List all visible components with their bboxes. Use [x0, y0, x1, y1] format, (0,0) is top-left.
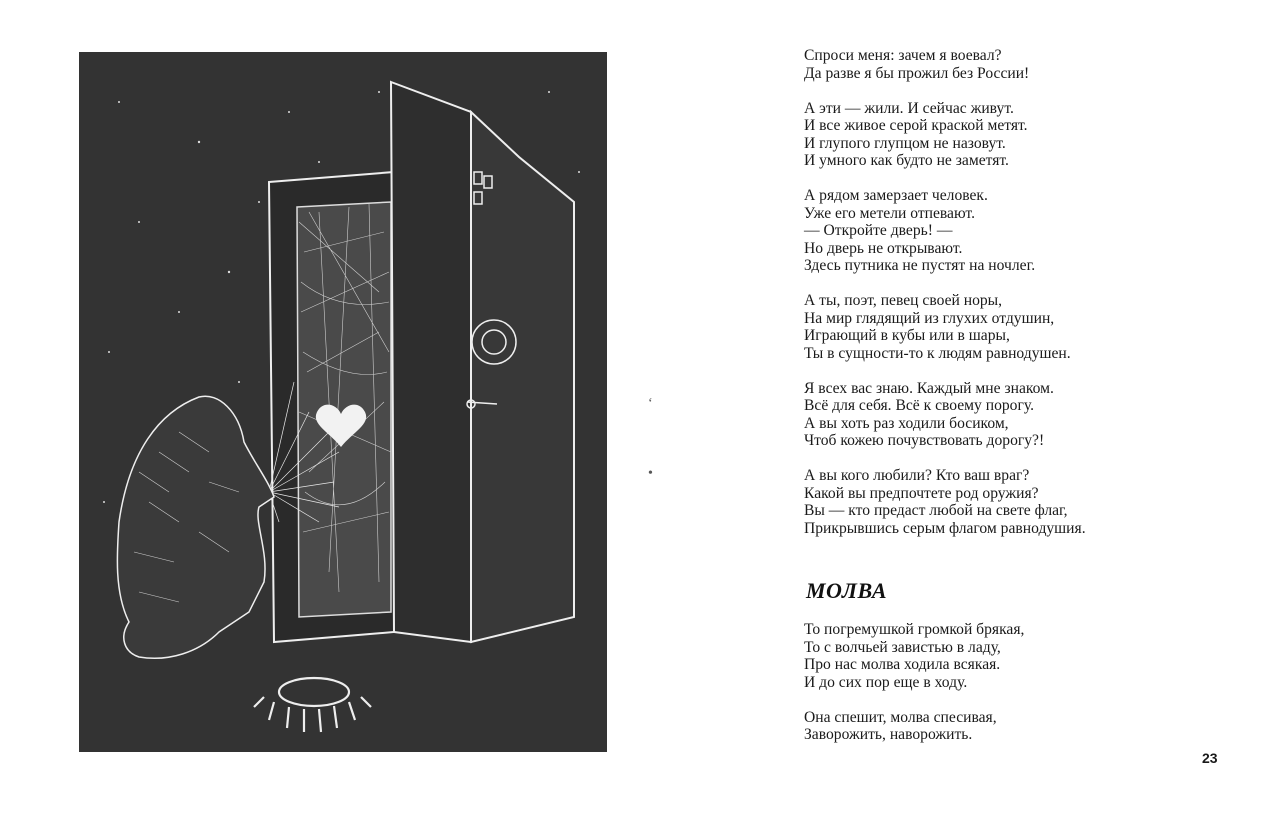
- safe-illustration: [79, 52, 607, 752]
- stanza: [804, 292, 1224, 362]
- poem-line: А рядом замерзает человек.: [804, 187, 988, 204]
- poem-line: А вы кого любили? Кто ваш враг?: [804, 467, 1030, 484]
- stanza: [804, 467, 1224, 537]
- poem-top: [804, 47, 1224, 555]
- poem-line: Про нас молва ходила всякая.: [804, 656, 1001, 673]
- poem-line: — Откройте дверь! —: [804, 222, 953, 239]
- poem-line: Вы — кто предаст любой на свете флаг,: [804, 502, 1068, 519]
- poem-line: Да разве я бы прожил без России!: [804, 64, 1030, 82]
- poem-line: Играющий в кубы или в шары,: [804, 327, 1010, 344]
- poem-line: Спроси меня: зачем я воевал?: [804, 47, 1002, 64]
- poem-line: Она спешит, молва спесивая,: [804, 708, 997, 726]
- poem-line: Здесь путника не пустят на ночлег.: [804, 257, 1036, 274]
- poem-line: И до сих пор еще в ходу.: [804, 673, 968, 691]
- poem-line: А вы хоть раз ходили босиком,: [804, 414, 1009, 432]
- poem-line: Я всех вас знаю. Каждый мне знаком.: [804, 379, 1054, 397]
- section-heading: МОЛВА: [806, 578, 888, 603]
- poem-line: Уже его метели отпевают.: [804, 204, 975, 222]
- poem-line: Но дверь не открывают.: [804, 239, 963, 257]
- poem-line: Какой вы предпочтете род оружия?: [804, 484, 1039, 502]
- page-number: 23: [1202, 750, 1218, 766]
- stanza: [804, 380, 1224, 450]
- poem-bottom: [804, 621, 1224, 761]
- stanza: [804, 187, 1224, 275]
- poem-line: Всё для себя. Всё к своему порогу.: [804, 397, 1035, 414]
- poem-line: А ты, поэт, певец своей норы,: [804, 292, 1003, 309]
- stanza: [804, 100, 1224, 170]
- poem-line: И все живое серой краской метят.: [804, 117, 1028, 134]
- stanza: [804, 621, 1224, 691]
- poem-line: То погремушкой громкой брякая,: [804, 621, 1025, 638]
- poem-line: Чтоб кожею почувствовать дорогу?!: [804, 432, 1045, 449]
- stanza: [804, 47, 1224, 82]
- poem-line: Ты в сущности-то к людям равнодушен.: [804, 344, 1071, 362]
- poem-line: Прикрывшись серым флагом равнодушия.: [804, 519, 1086, 537]
- poem-line: На мир глядящий из глухих отдушин,: [804, 309, 1055, 327]
- poem-line: Заворожить, наворожить.: [804, 726, 973, 743]
- safe-drawing: [79, 52, 607, 752]
- poem-line: И умного как будто не заметят.: [804, 152, 1009, 169]
- poem-line: И глупого глупцом не назовут.: [804, 134, 1006, 152]
- stanza: [804, 709, 1224, 744]
- book-spread: ‘ • Спроси меня: зачем я воевал? Да разве я бы прожил без России! А эти — жили. И сейчас живут. И все живое серой краской метят. И глупого глупцом не назовут. И умного как будто не заметят. А рядом замерзает человек. Уже его метели отпевают. — Откройте дверь! — Но дверь не открывают. Здесь путника не пустят на ночлег. А ты, поэт, певец своей норы, На мир глядящий из глухих отдушин, Играющий в кубы или в шары, Ты в сущности-то к людям равнодушен. Я всех вас знаю. Каждый мне знаком. Всё для себя. Всё к своему порогу. А вы хоть раз ходили босиком, Чтоб кожею почувствовать дорогу?! А вы кого любили? Кто ваш враг? Какой вы предпочтете род оружия? Вы — кто предаст любой на свете флаг, Прикрывшись серым флагом равнодушия. МОЛВА То погремушкой громкой брякая, То с волчьей завистью в ладу, Про нас молва ходила всякая. И до сих пор еще в ходу. Она спешит, молва спесивая, Заворожить, наворожить. 23: [0, 0, 1280, 819]
- poem-line: А эти — жили. И сейчас живут.: [804, 99, 1014, 117]
- poem-line: То с волчьей завистью в ладу,: [804, 638, 1001, 656]
